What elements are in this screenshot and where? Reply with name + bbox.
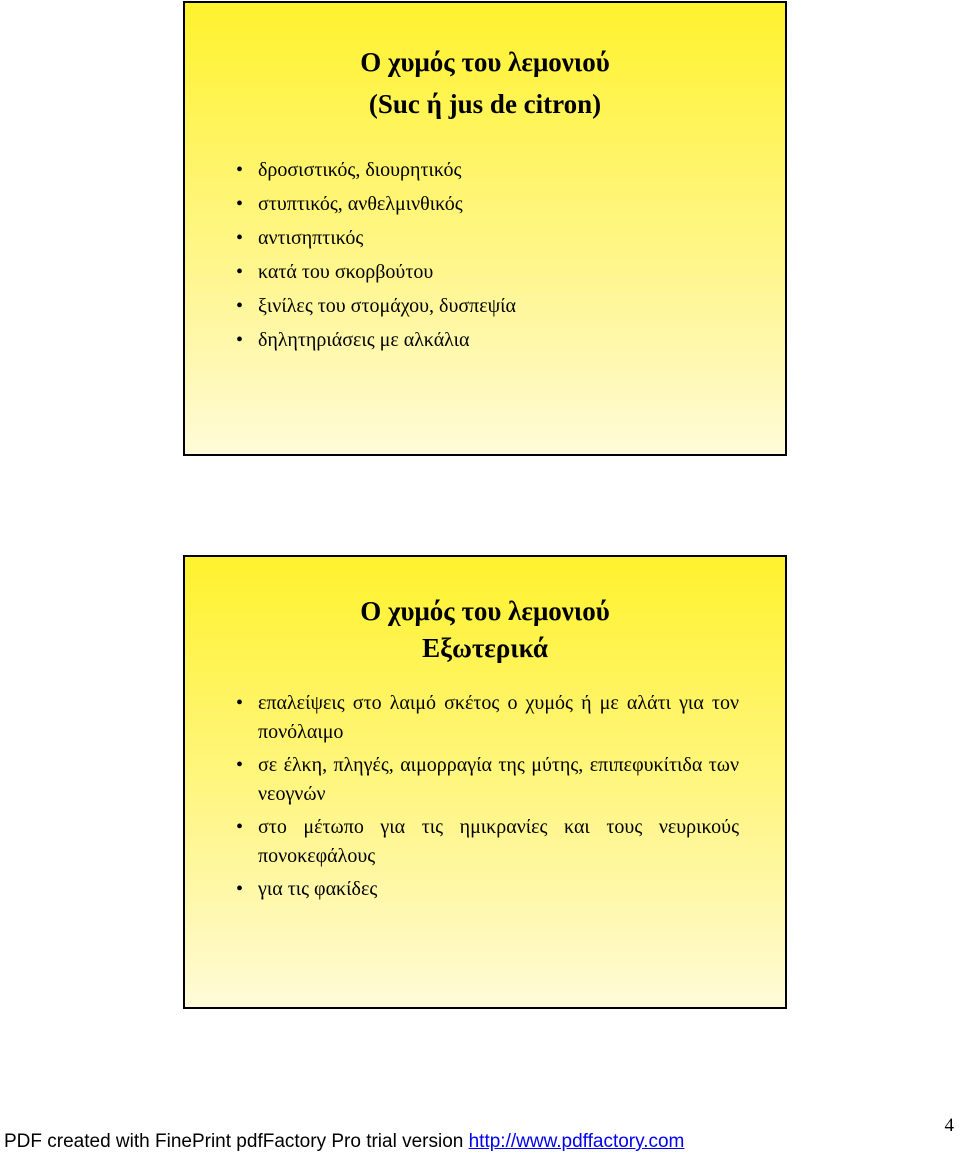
bullet-item: • κατά του σκορβούτου [185, 255, 785, 289]
bullet-item: • σε έλκη, πληγές, αιμορραγία της μύτης, επιπεφυκίτιδα των νεογνών [185, 751, 785, 809]
slide-2 [183, 555, 787, 1009]
footer-link[interactable]: http://www.pdffactory.com [468, 1131, 685, 1152]
page-number: 4 [944, 1115, 954, 1136]
slide-1 [183, 1, 787, 456]
bullet-item: • στο μέτωπο για τις ημικρανίες και τους νευρικούς πονοκεφάλους [185, 813, 785, 871]
bullet-item: • για τις φακίδες [185, 875, 785, 904]
slide-title [185, 557, 785, 667]
footer-text: PDF created with FinePrint pdfFactory Pro trial version [4, 1131, 469, 1152]
bullet-item: • δηλητηριάσεις με αλκάλια [185, 323, 785, 357]
slide-title [185, 3, 785, 125]
bullet-item: • δροσιστικός, διουρητικός [185, 153, 785, 187]
pdf-footer [4, 1131, 684, 1153]
bullet-item: • στυπτικός, ανθελμινθικός [185, 187, 785, 221]
bullet-list [185, 153, 785, 357]
title-line-2: Εξωτερικά [422, 633, 548, 663]
bullet-item: • αντισηπτικός [185, 221, 785, 255]
title-line-1: Ο χυμός του λεμονιού [360, 47, 610, 77]
title-line-1: Ο χυμός του λεμονιού [360, 596, 610, 626]
bullet-item: • ξινίλες του στομάχου, δυσπεψία [185, 289, 785, 323]
bullet-list [185, 689, 785, 904]
title-line-2: (Suc ή jus de citron) [368, 89, 602, 119]
bullet-item: • επαλείψεις στο λαιμό σκέτος ο χυμός ή με αλάτι για τον πονόλαιμο [185, 689, 785, 747]
